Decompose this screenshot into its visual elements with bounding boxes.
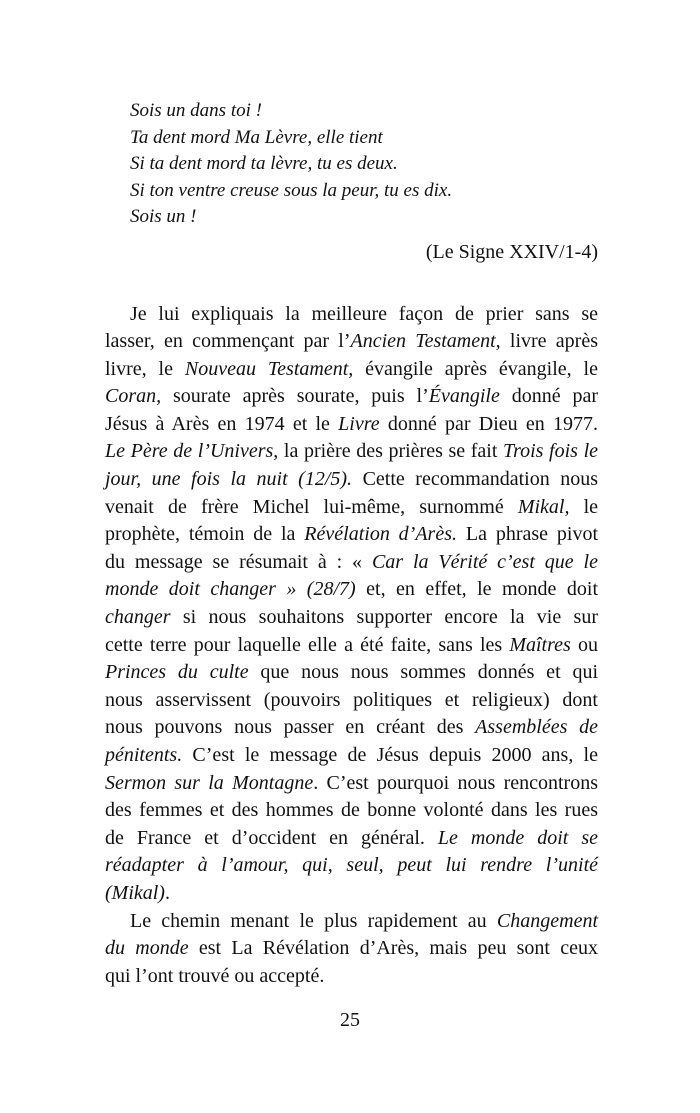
- poem-line: Si ton ventre creuse sous la peur, tu es dix.: [130, 179, 453, 201]
- text-line: nous asservissent (pouvoirs politiques et religieux) dont: [105, 688, 598, 711]
- text-line: pénitents. C’est le message de Jésus depuis 2000 ans, le: [105, 744, 598, 766]
- text-line: nous pouvons nous passer en créant des Assemblées de: [105, 716, 599, 739]
- page-number: 25: [340, 1009, 360, 1031]
- page-body: [105, 98, 598, 990]
- poem-line: Sois un dans toi !: [130, 100, 262, 121]
- text-line: cette terre pour laquelle elle a été faite, sans les Maîtres ou: [105, 633, 599, 656]
- paragraph-2: [105, 908, 598, 991]
- text-line: changer si nous souhaitons supporter encore la vie sur: [105, 606, 598, 629]
- text-line: de France et d’occident en général. Le monde doit se: [105, 826, 599, 849]
- text-line: du message se résumait à : « Car la Vérité c’est que le: [105, 550, 598, 573]
- text-line: lasser, en commençant par l’Ancien Testament, livre après: [105, 330, 598, 353]
- poem-line: Ta dent mord Ma Lèvre, elle tient: [130, 126, 383, 148]
- text-line: réadapter à l’amour, qui, seul, peut lui rendre l’unité: [105, 854, 598, 877]
- text-line: Le Père de l’Univers, la prière des prières se fait Trois fois le: [105, 440, 599, 463]
- paragraph-1: [105, 301, 598, 908]
- poem-epigraph: [130, 98, 598, 231]
- text-line: Jésus à Arès en 1974 et le Livre donné par Dieu en 1977.: [105, 412, 599, 435]
- text-line: prophète, témoin de la Révélation d’Arès. La phrase pivot: [105, 523, 598, 546]
- text-line: venait de frère Michel lui-même, surnommé Mikal, le: [105, 495, 599, 518]
- text-line: du monde est La Révélation d’Arès, mais peu sont ceux: [105, 937, 598, 960]
- text-line: qui l’ont trouvé ou accepté.: [105, 964, 325, 987]
- text-line: Princes du culte que nous nous sommes donnés et qui: [105, 661, 598, 684]
- text-line: livre, le Nouveau Testament, évangile après évangile, le: [105, 357, 598, 380]
- text-line: Sermon sur la Montagne. C’est pourquoi nous rencontrons: [105, 771, 598, 794]
- text-line: des femmes et des hommes de bonne volonté dans les rues: [105, 799, 598, 822]
- poem-line: Si ta dent mord ta lèvre, tu es deux.: [130, 153, 398, 174]
- text-line: Coran, sourate après sourate, puis l’Évangile donné par: [105, 385, 598, 408]
- text-line: monde doit changer » (28/7) et, en effet, le monde doit: [105, 578, 598, 601]
- text-line: jour, une fois la nuit (12/5). Cette recommandation nous: [105, 468, 598, 491]
- poem-line: Sois un !: [130, 206, 197, 227]
- text-line: Le chemin menant le plus rapidement au Changement: [130, 909, 598, 932]
- text-line: (Mikal).: [105, 881, 170, 904]
- poem-citation: (Le Signe XXIV/1-4): [425, 240, 598, 263]
- text-line: Je lui expliquais la meilleure façon de prier sans se: [130, 302, 598, 325]
